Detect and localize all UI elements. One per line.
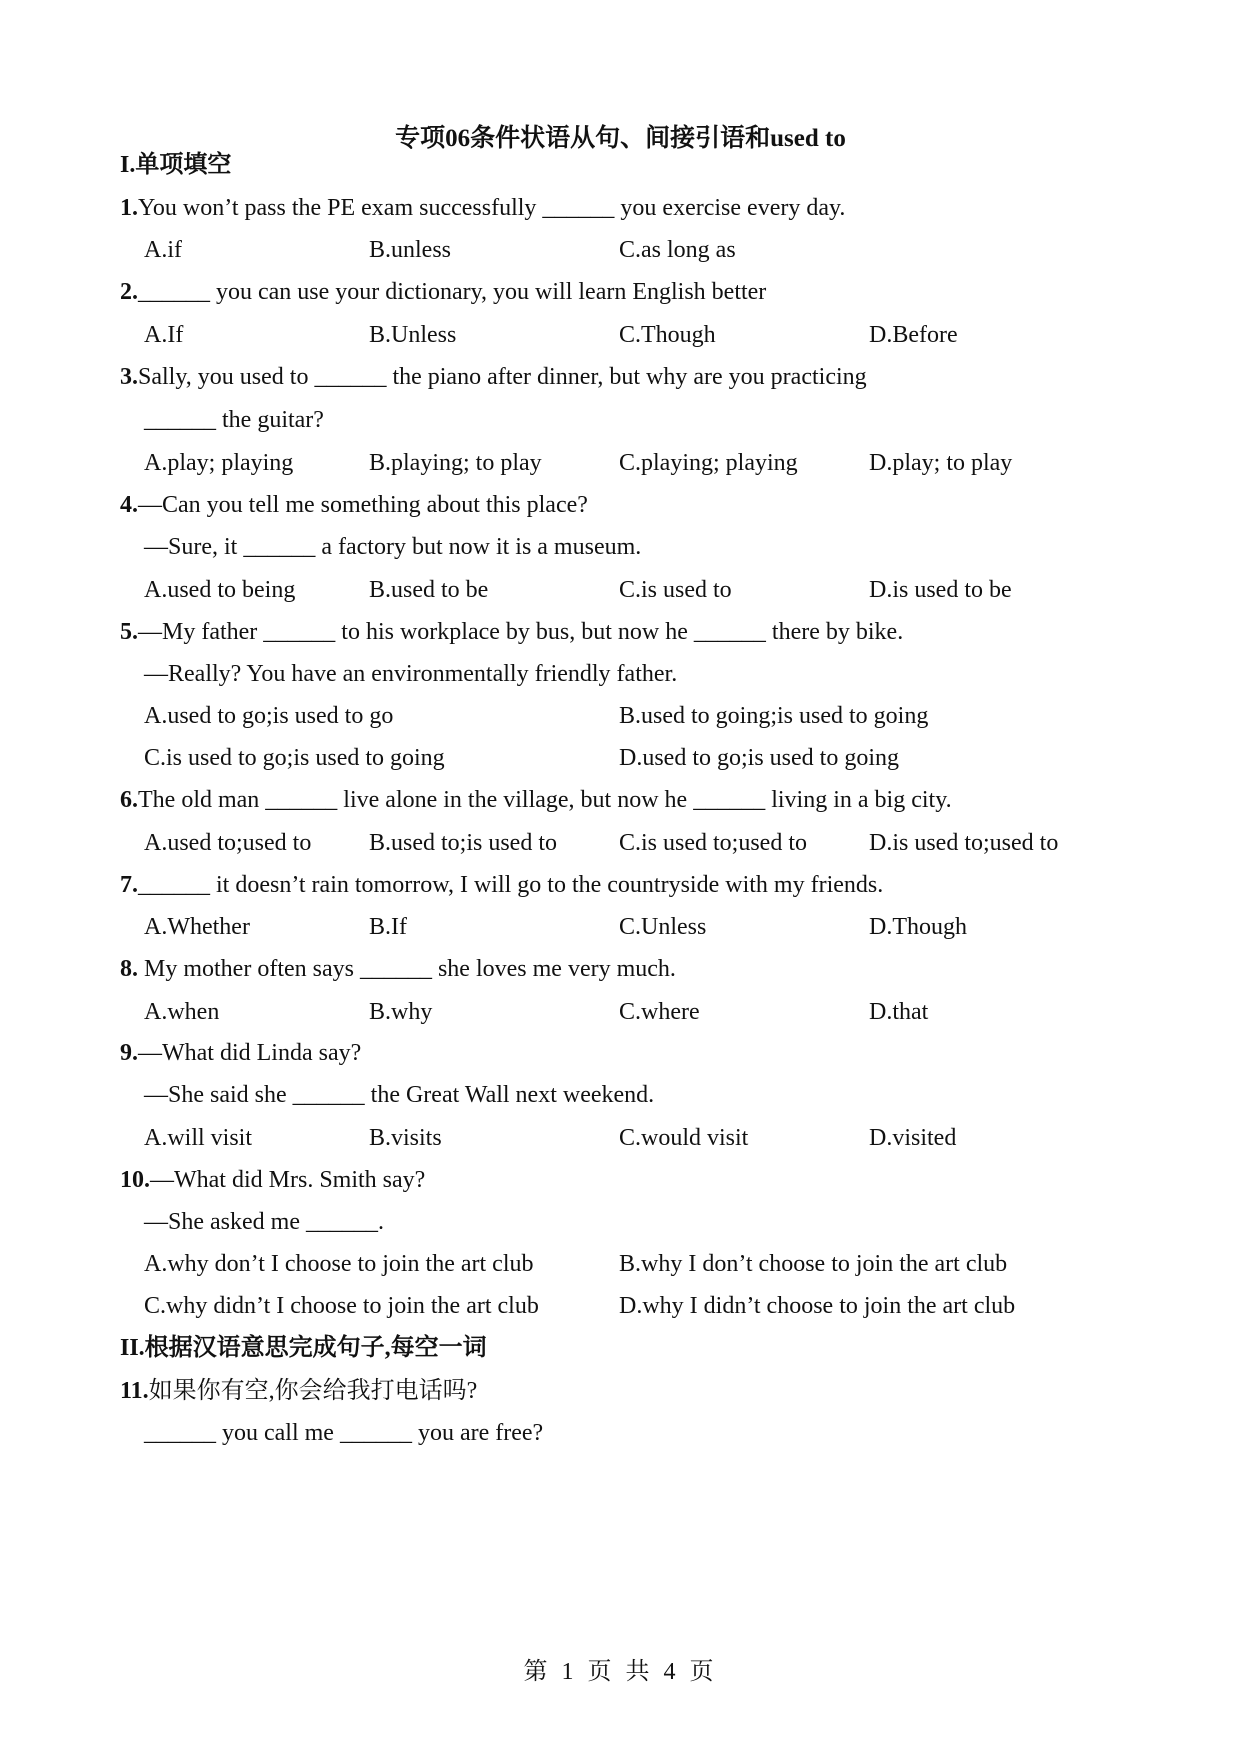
question-number: 4. bbox=[120, 492, 138, 518]
option-b: B.visits bbox=[369, 1125, 442, 1151]
options-8 bbox=[0, 997, 1241, 1027]
section-heading-2: II.根据汉语意思完成句子,每空一词 bbox=[120, 1335, 487, 1361]
option-a: A.used to;used to bbox=[144, 830, 312, 856]
options-6 bbox=[0, 828, 1241, 858]
option-a: A.why don’t I choose to join the art club bbox=[144, 1251, 534, 1277]
question-4 bbox=[120, 490, 588, 520]
question-11-cont: ______ you call me ______ you are free? bbox=[144, 1420, 544, 1446]
option-d: D.Though bbox=[869, 914, 967, 940]
question-text: ______ it doesn’t rain tomorrow, I will go to the countryside with my friends. bbox=[138, 872, 884, 898]
option-a: A.used to go;is used to go bbox=[144, 703, 394, 729]
option-d: D.used to go;is used to going bbox=[619, 745, 899, 771]
question-text: You won’t pass the PE exam successfully ______ you exercise every day. bbox=[138, 195, 846, 221]
option-c: C.is used to;used to bbox=[619, 830, 808, 856]
question-text: —What did Linda say? bbox=[138, 1040, 362, 1066]
option-b: B.used to be bbox=[369, 577, 489, 603]
question-9 bbox=[120, 1038, 361, 1068]
option-a: A.used to being bbox=[144, 577, 296, 603]
option-a: A.will visit bbox=[144, 1125, 253, 1151]
option-c: C.playing; playing bbox=[619, 450, 798, 476]
section-heading-1: I.单项填空 bbox=[120, 152, 232, 178]
option-d: D.play; to play bbox=[869, 450, 1013, 476]
question-number: 6. bbox=[120, 787, 138, 813]
option-d: D.that bbox=[869, 999, 929, 1025]
option-a: A.If bbox=[144, 322, 184, 348]
question-number: 8. bbox=[120, 956, 138, 982]
option-b: B.If bbox=[369, 914, 407, 940]
option-b: B.why I don’t choose to join the art club bbox=[619, 1251, 1008, 1277]
options-2 bbox=[0, 320, 1241, 350]
question-5 bbox=[120, 617, 903, 647]
question-6 bbox=[120, 785, 952, 815]
option-b: B.playing; to play bbox=[369, 450, 542, 476]
option-d: D.Before bbox=[869, 322, 958, 348]
question-10-cont: —She asked me ______. bbox=[144, 1209, 384, 1235]
question-number: 9. bbox=[120, 1040, 138, 1066]
option-c: C.would visit bbox=[619, 1125, 749, 1151]
question-number: 1. bbox=[120, 195, 138, 221]
options-5-row2 bbox=[0, 743, 1241, 773]
option-c: C.as long as bbox=[619, 237, 736, 263]
question-text: 如果你有空,你会给我打电话吗? bbox=[148, 1378, 478, 1404]
question-7 bbox=[120, 870, 883, 900]
option-d: D.is used to be bbox=[869, 577, 1012, 603]
option-b: B.unless bbox=[369, 237, 452, 263]
option-b: B.Unless bbox=[369, 322, 457, 348]
options-4 bbox=[0, 575, 1241, 605]
options-1 bbox=[0, 235, 1241, 265]
question-text: Sally, you used to ______ the piano after dinner, but why are you practicing bbox=[138, 364, 867, 390]
option-c: C.where bbox=[619, 999, 700, 1025]
page-footer: 第 1 页 共 4 页 bbox=[523, 1659, 718, 1685]
question-text: The old man ______ live alone in the village, but now he ______ living in a big city. bbox=[138, 787, 952, 813]
question-number: 10. bbox=[120, 1167, 150, 1193]
question-10 bbox=[120, 1165, 425, 1195]
option-d: D.visited bbox=[869, 1125, 957, 1151]
options-7 bbox=[0, 912, 1241, 942]
option-c: C.Though bbox=[619, 322, 716, 348]
question-number: 3. bbox=[120, 364, 138, 390]
option-c: C.is used to bbox=[619, 577, 732, 603]
option-a: A.if bbox=[144, 237, 182, 263]
question-text: —My father ______ to his workplace by bus, but now he ______ there by bike. bbox=[138, 619, 904, 645]
question-8 bbox=[120, 954, 676, 984]
question-number: 5. bbox=[120, 619, 138, 645]
question-4-cont: —Sure, it ______ a factory but now it is a museum. bbox=[144, 534, 642, 560]
question-number: 7. bbox=[120, 872, 138, 898]
question-text: —Can you tell me something about this place? bbox=[138, 492, 588, 518]
option-b: B.used to;is used to bbox=[369, 830, 558, 856]
question-3 bbox=[120, 362, 867, 392]
options-9 bbox=[0, 1123, 1241, 1153]
question-number: 2. bbox=[120, 279, 138, 305]
question-text: —What did Mrs. Smith say? bbox=[150, 1167, 426, 1193]
option-a: A.Whether bbox=[144, 914, 250, 940]
option-a: A.play; playing bbox=[144, 450, 294, 476]
question-number: 11. bbox=[120, 1378, 149, 1404]
question-9-cont: —She said she ______ the Great Wall next weekend. bbox=[144, 1082, 655, 1108]
option-d: D.why I didn’t choose to join the art club bbox=[619, 1293, 1016, 1319]
option-c: C.why didn’t I choose to join the art club bbox=[144, 1293, 539, 1319]
question-11 bbox=[120, 1376, 477, 1406]
question-2 bbox=[120, 277, 766, 307]
options-10-row1 bbox=[0, 1249, 1241, 1279]
option-d: D.is used to;used to bbox=[869, 830, 1059, 856]
options-3 bbox=[0, 448, 1241, 478]
question-1 bbox=[120, 193, 845, 223]
option-c: C.Unless bbox=[619, 914, 707, 940]
question-3-cont: ______ the guitar? bbox=[144, 407, 324, 433]
options-10-row2 bbox=[0, 1291, 1241, 1321]
option-b: B.used to going;is used to going bbox=[619, 703, 929, 729]
option-c: C.is used to go;is used to going bbox=[144, 745, 445, 771]
option-a: A.when bbox=[144, 999, 220, 1025]
question-text: ______ you can use your dictionary, you will learn English better bbox=[138, 279, 767, 305]
option-b: B.why bbox=[369, 999, 433, 1025]
page-title: 专项06条件状语从句、间接引语和used to bbox=[395, 125, 846, 152]
options-5-row1 bbox=[0, 701, 1241, 731]
question-text: My mother often says ______ she loves me very much. bbox=[138, 956, 676, 982]
question-5-cont: —Really? You have an environmentally friendly father. bbox=[144, 661, 678, 687]
